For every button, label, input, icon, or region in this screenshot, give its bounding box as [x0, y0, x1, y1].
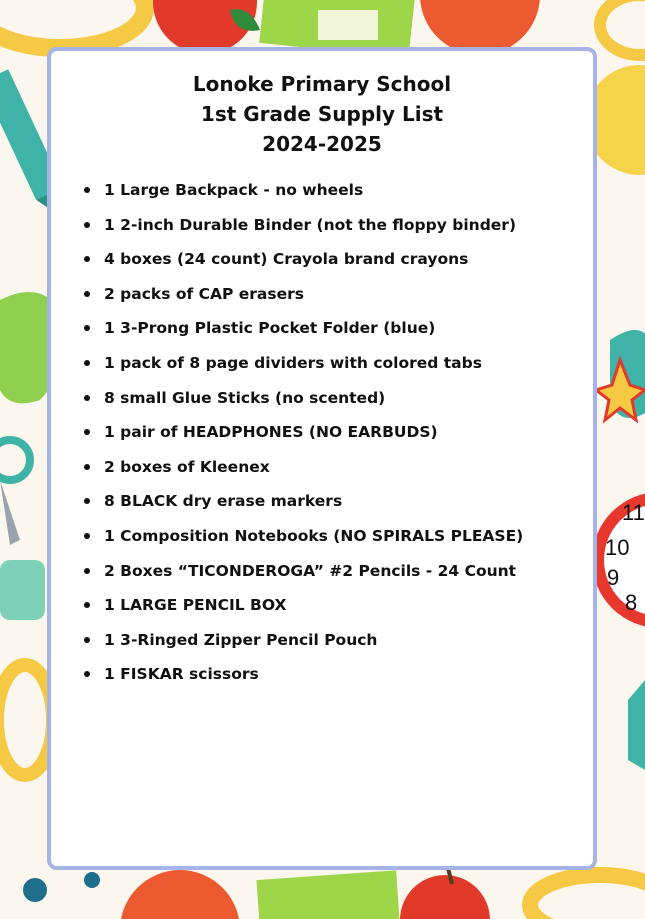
school-name: Lonoke Primary School [192, 72, 452, 96]
list-item: 1 3-Ringed Zipper Pencil Pouch [81, 627, 523, 662]
clock-numeral-11: 11 [622, 500, 645, 525]
clock-numeral-9: 9 [607, 565, 620, 590]
scissors-decoration-left [0, 440, 30, 480]
list-item: 8 BLACK dry erase markers [81, 488, 523, 523]
list-item: 1 3-Prong Plastic Pocket Folder (blue) [81, 315, 523, 350]
supply-list [81, 177, 523, 696]
list-item: 1 Composition Notebooks (NO SPIRALS PLEASE) [81, 523, 523, 558]
notebook-decoration-bottom [256, 870, 400, 919]
list-item: 4 boxes (24 count) Crayola brand crayons [81, 246, 523, 281]
list-item: 1 pack of 8 page dividers with colored tabs [81, 350, 523, 385]
list-header [51, 69, 593, 159]
list-item: 2 Boxes “TICONDEROGA” #2 Pencils - 24 Count [81, 558, 523, 593]
clock-numeral-10: 10 [605, 535, 630, 560]
list-item: 1 pair of HEADPHONES (NO EARBUDS) [81, 419, 523, 454]
clock-numeral-8: 8 [625, 590, 638, 615]
dot-decoration [23, 878, 47, 902]
list-item: 1 LARGE PENCIL BOX [81, 592, 523, 627]
list-item: 1 FISKAR scissors [81, 661, 523, 696]
list-item: 1 Large Backpack - no wheels [81, 177, 523, 212]
dot-decoration [84, 872, 100, 888]
apple-decoration-bottom [400, 875, 490, 919]
list-item: 2 packs of CAP erasers [81, 281, 523, 316]
list-title: 1st Grade Supply List [200, 102, 444, 126]
teal-decoration-right-bottom [628, 680, 645, 770]
list-item: 2 boxes of Kleenex [81, 454, 523, 489]
ring-decoration-top-left [0, 0, 145, 48]
school-year: 2024-2025 [262, 132, 382, 156]
ring-decoration-left-bottom [0, 665, 53, 775]
list-item: 8 small Glue Sticks (no scented) [81, 385, 523, 420]
list-item: 1 2-inch Durable Binder (not the floppy binder) [81, 212, 523, 247]
basketball-decoration-bottom [120, 870, 240, 919]
supply-list-card [47, 47, 597, 870]
ring-decoration-bottom-right [530, 875, 645, 919]
ring-decoration-top-right [600, 0, 645, 55]
